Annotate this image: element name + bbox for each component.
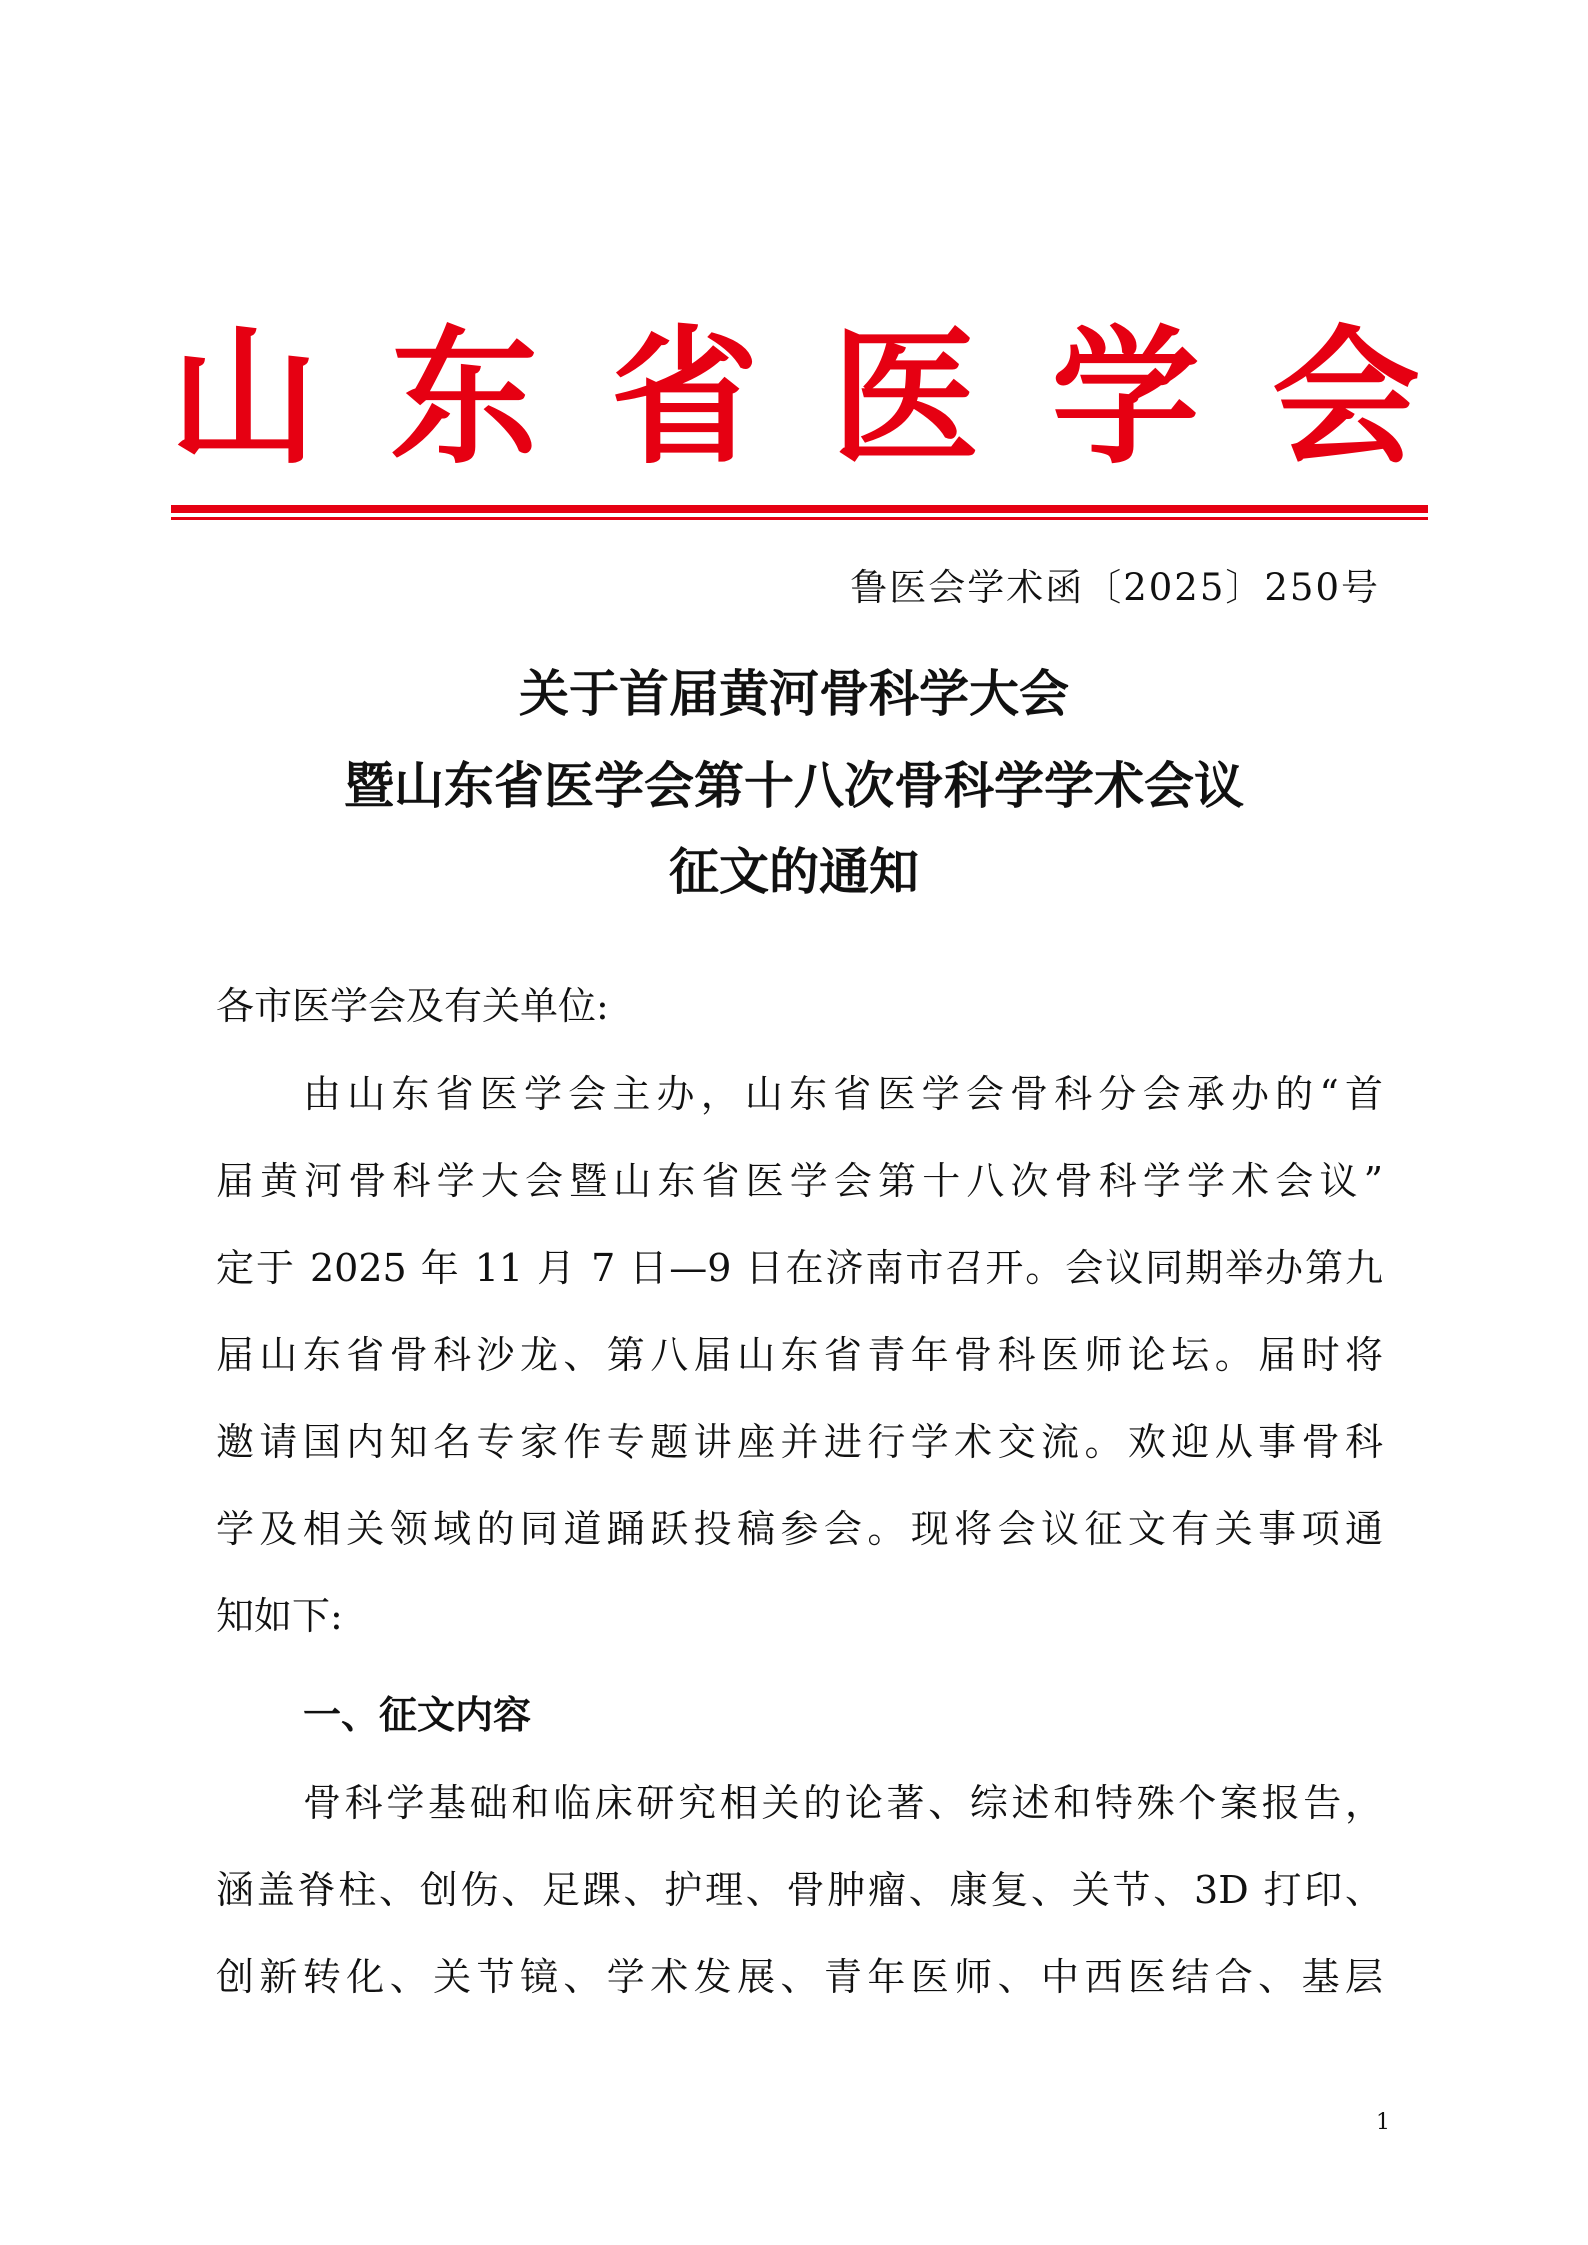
section-heading: 一、征文内容 xyxy=(303,1693,532,1737)
organization-char: 医 xyxy=(831,312,980,484)
document-number: 鲁医会学术函〔2025〕250号 xyxy=(850,566,1380,609)
salutation: 各市医学会及有关单位: xyxy=(216,984,609,1028)
document-title-line: 关于首届黄河骨科学大会 xyxy=(519,665,1069,723)
organization-char: 东 xyxy=(390,312,539,484)
paragraph-line: 知如下: xyxy=(216,1594,343,1638)
paragraph-line: 由山东省医学会主办，山东省医学会骨科分会承办的“首 xyxy=(303,1072,1383,1116)
paragraph-line: 学及相关领域的同道踊跃投稿参会。现将会议征文有关事项通 xyxy=(216,1507,1383,1551)
paragraph-line: 创新转化、关节镜、学术发展、青年医师、中西医结合、基层 xyxy=(216,1955,1383,1999)
organization-char: 会 xyxy=(1271,312,1420,484)
paragraph-line: 骨科学基础和临床研究相关的论著、综述和特殊个案报告， xyxy=(303,1781,1383,1825)
paragraph-line: 邀请国内知名专家作专题讲座并进行学术交流。欢迎从事骨科 xyxy=(216,1420,1383,1464)
organization-char: 学 xyxy=(1051,312,1200,484)
header-divider-thin xyxy=(171,517,1428,520)
organization-header xyxy=(170,312,1420,484)
paragraph-line: 届黄河骨科学大会暨山东省医学会第十八次骨科学学术会议” xyxy=(216,1159,1383,1203)
organization-char: 省 xyxy=(610,312,759,484)
paragraph-line: 涵盖脊柱、创伤、足踝、护理、骨肿瘤、康复、关节、3D 打印、 xyxy=(216,1868,1383,1912)
header-divider-thick xyxy=(171,505,1428,513)
organization-char: 山 xyxy=(170,312,318,484)
document-title-line: 暨山东省医学会第十八次骨科学学术会议 xyxy=(344,757,1244,815)
paragraph-line: 定于 2025 年 11 月 7 日—9 日在济南市召开。会议同期举办第九 xyxy=(216,1246,1383,1290)
paragraph-line: 届山东省骨科沙龙、第八届山东省青年骨科医师论坛。届时将 xyxy=(216,1333,1383,1377)
document-title-line: 征文的通知 xyxy=(669,843,919,901)
page-number: 1 xyxy=(1376,2110,1390,2135)
